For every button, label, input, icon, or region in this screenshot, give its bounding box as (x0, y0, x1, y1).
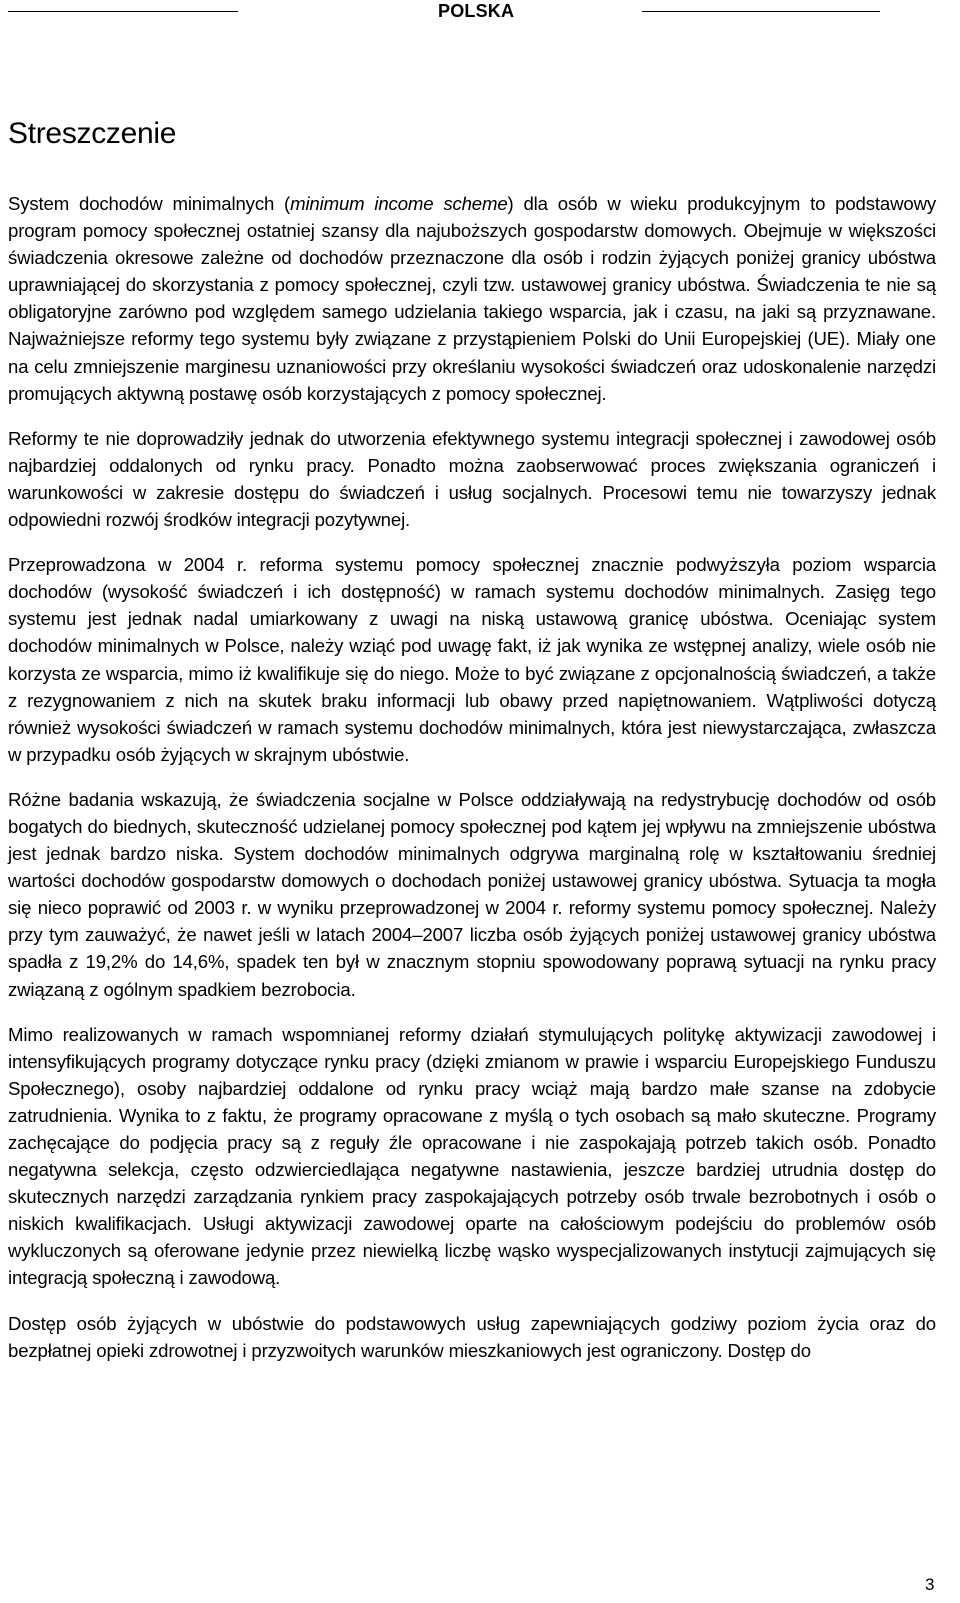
page-number: 3 (925, 1575, 935, 1594)
header-rule-right (642, 11, 880, 12)
paragraph-1-text-b: ) dla osób w wieku produkcyjnym to podstawowy program pomocy społecznej ostatniej szansy dla najuboższych gospodarstw domowych. Obejmuje w większości świadczenia okresowe zależne od dochodów przeznaczone dla osób i rodzin żyjących poniżej granicy ubóstwa uprawniającej do skorzystania z pomocy społecznej, czyli tzw. ustawowej granicy ubóstwa. Świadczenia te nie są obligatoryjne zarówno pod względem samego udzielania takiego wsparcia, jak i czasu, na jaki są przyznawane. Najważniejsze reformy tego systemu były związane z przystąpieniem Polski do Unii Europejskiej (UE). Miały one na celu zmniejszenie marginesu uznaniowości przy określaniu wysokości świadczeń oraz udoskonalenie narzędzi promujących aktywną postawę osób korzystających z pomocy społecznej. (8, 193, 936, 404)
header-rule-left (8, 11, 238, 12)
paragraph-3: Przeprowadzona w 2004 r. reforma systemu pomocy społecznej znacznie podwyższyła poziom wsparcia dochodów (wysokość świadczeń i ich dostępność) w ramach systemu dochodów minimalnych. Zasięg tego systemu jest jednak nadal umiarkowany z uwagi na niską ustawową granicę ubóstwa. Oceniając system dochodów minimalnych w Polsce, należy wziąć pod uwagę fakt, iż jak wynika ze wstępnej analizy, wiele osób nie korzysta ze wsparcia, mimo iż kwalifikuje się do niego. Może to być związane z opcjonalnością świadczeń, a także z rezygnowaniem z nich na skutek braku informacji lub obawy przed napiętnowaniem. Wątpliwości dotyczą również wysokości świadczeń w ramach systemu dochodów minimalnych, która jest niewystarczająca, zwłaszcza w przypadku osób żyjących w skrajnym ubóstwie. (8, 554, 936, 765)
paragraph-5: Mimo realizowanych w ramach wspomnianej reformy działań stymulujących politykę aktywizacji zawodowej i intensyfikujących programy dotyczące rynku pracy (dzięki zmianom w prawie i wsparciu Europejskiego Funduszu Społecznego), osoby najbardziej oddalone od rynku pracy wciąż mają bardzo małe szanse na zdobycie zatrudnienia. Wynika to z faktu, że programy opracowane z myślą o tych osobach są mało skuteczne. Programy zachęcające do podjęcia pracy są z reguły źle opracowane i nie zaspokajają potrzeb takich osób. Ponadto negatywna selekcja, często odzwierciedlająca negatywne nastawienia, jeszcze bardziej utrudnia dostęp do skutecznych narzędzi zarządzania rynkiem pracy zaspokajających potrzeby osób trwale bezrobotnych i osób o niskich kwalifikacjach. Usługi aktywizacji zawodowej oparte na całościowym podejściu do problemów osób wykluczonych są oferowane jedynie przez niewielką liczbę wąsko wyspecjalizowanych instytucji zajmujących się integracją społeczną i zawodową. (8, 1023, 936, 1289)
paragraph-1-italic-term: minimum income scheme (290, 193, 508, 214)
paragraph-6: Dostęp osób żyjących w ubóstwie do podstawowych usług zapewniających godziwy poziom życia oraz do bezpłatnej opieki zdrowotnej i przyzwoitych warunków mieszkaniowych jest ograniczony. Dostęp do (8, 1312, 936, 1361)
document-title: Streszczenie (8, 117, 177, 150)
header-section-title: POLSKA (438, 1, 515, 21)
paragraph-1 (8, 190, 936, 407)
paragraph-2: Reformy te nie doprowadziły jednak do utworzenia efektywnego systemu integracji społecznej i zawodowej osób najbardziej oddalonych od rynku pracy. Ponadto można zaobserwować proces zwiększania ograniczeń i warunkowości w zakresie dostępu do świadczeń i usług socjalnych. Procesowi temu nie towarzyszy jednak odpowiedni rozwój środków integracji pozytywnej. (8, 427, 936, 531)
page-header (0, 0, 960, 30)
paragraph-4: Różne badania wskazują, że świadczenia socjalne w Polsce oddziaływają na redystrybucję dochodów od osób bogatych do biednych, skuteczność udzielanej pomocy społecznej pod kątem jej wpływu na zmniejszenie ubóstwa jest jednak bardzo niska. System dochodów minimalnych odgrywa marginalną rolę w kształtowaniu średniej wartości dochodów gospodarstw domowych o dochodach poniżej ustawowej granicy ubóstwa. Sytuacja ta mogła się nieco poprawić od 2003 r. w wyniku przeprowadzonej w 2004 r. reformy systemu pomocy społecznej. Należy przy tym zauważyć, że nawet jeśli w latach 2004–2007 liczba osób żyjących poniżej ustawowej granicy ubóstwa spadła z 19,2% do 14,6%, spadek ten był w znacznym stopniu spowodowany poprawą sytuacji na rynku pracy związaną z ogólnym spadkiem bezrobocia. (8, 788, 936, 1000)
document-body (8, 190, 936, 1382)
paragraph-1-text-a: System dochodów minimalnych ( (8, 193, 291, 214)
